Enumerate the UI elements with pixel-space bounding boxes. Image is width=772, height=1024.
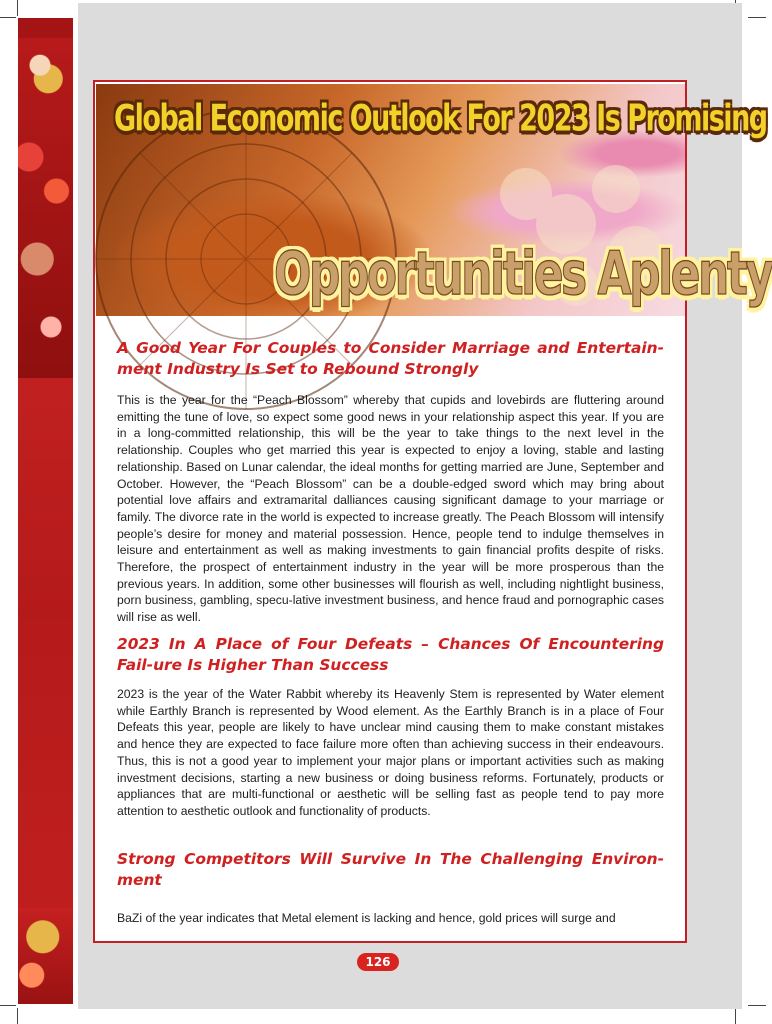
crop-mark	[17, 0, 18, 16]
crop-mark	[735, 1008, 736, 1024]
section-body-3	[117, 910, 664, 927]
crop-mark	[748, 17, 766, 18]
section-body-text: This is the year for the “Peach Blossom” whereby that cupids and lovebirds are fluttering around emitting the tune of love, so expect some good news in your relationship aspect this year. If you are in a long-committed relationship, this will be the year to take things to the next level in the relationship. Couples who get married this year is expected to enjoy a loving, stable and lasting relationship. Based on Lunar calendar, the ideal months for getting married are June, September and October. However, the “Peach Blossom” can be a double-edged sword which may bring about potential love affairs and extramarital dalliances causing significant damage to your marriage or family. The divorce rate in the world is expected to increase greatly. The Peach Blossom will intensify people’s desire for money and material possession. Hence, people tend to indulge themselves in leisure and entertainment as well as making investments to gain financial profits despite of risks. Therefore, the prospect of entertainment industry in the year will be more prosperous than the previous years. In addition, some other businesses will flourish as well, including nightlight business, porn business, gambling, specu-lative investment business, and hence fraud and pornographic cases will rise as well.	[117, 393, 664, 625]
section-heading-1	[117, 338, 664, 380]
section-body-2	[117, 686, 664, 820]
section-body-1	[117, 392, 664, 626]
page-number-badge: 126	[357, 953, 399, 971]
section-heading-text: Strong Competitors Will Survive In The Challenging Environ-ment	[117, 850, 664, 889]
section-heading-text: A Good Year For Couples to Consider Marriage and Entertain-ment Industry Is Set to Rebound Strongly	[117, 339, 664, 378]
rabbit-decoration-icon	[18, 908, 73, 1004]
crop-mark	[17, 1008, 18, 1024]
crop-mark	[748, 1005, 766, 1006]
hero-title-top: Global Economic Outlook For 2023 Is Promising	[114, 98, 767, 140]
side-decoration-strip	[18, 18, 73, 1004]
crop-mark	[0, 17, 16, 18]
section-body-text: 2023 is the year of the Water Rabbit whereby its Heavenly Stem is represented by Water element while Earthly Branch is represented by Wood element. As the Earthly Branch is in a place of Four Defeats this year, people are likely to have unclear mind causing them to make constant mistakes and hence they are expected to face failure more often than achieving success in their endeavours. Thus, this is not a good year to implement your major plans or important activities such as making investment decisions, starting a new business or doing business reforms. Fortunately, products or appliances that are multi-functional or aesthetic will be selling fast as people tend to pay more attention to aesthetic outlook and functionality of products.	[117, 687, 664, 818]
section-heading-3	[117, 849, 664, 891]
hero-title-main: Opportunities Aplenty	[274, 240, 772, 309]
hero-banner	[96, 84, 772, 316]
crop-mark	[0, 1005, 16, 1006]
section-heading-text: 2023 In A Place of Four Defeats – Chances Of Encountering Fail-ure Is Higher Than Success	[117, 635, 664, 674]
section-body-text: BaZi of the year indicates that Metal element is lacking and hence, gold prices will surge and	[117, 911, 616, 925]
lantern-decoration-icon	[18, 38, 73, 378]
section-heading-2	[117, 634, 664, 676]
